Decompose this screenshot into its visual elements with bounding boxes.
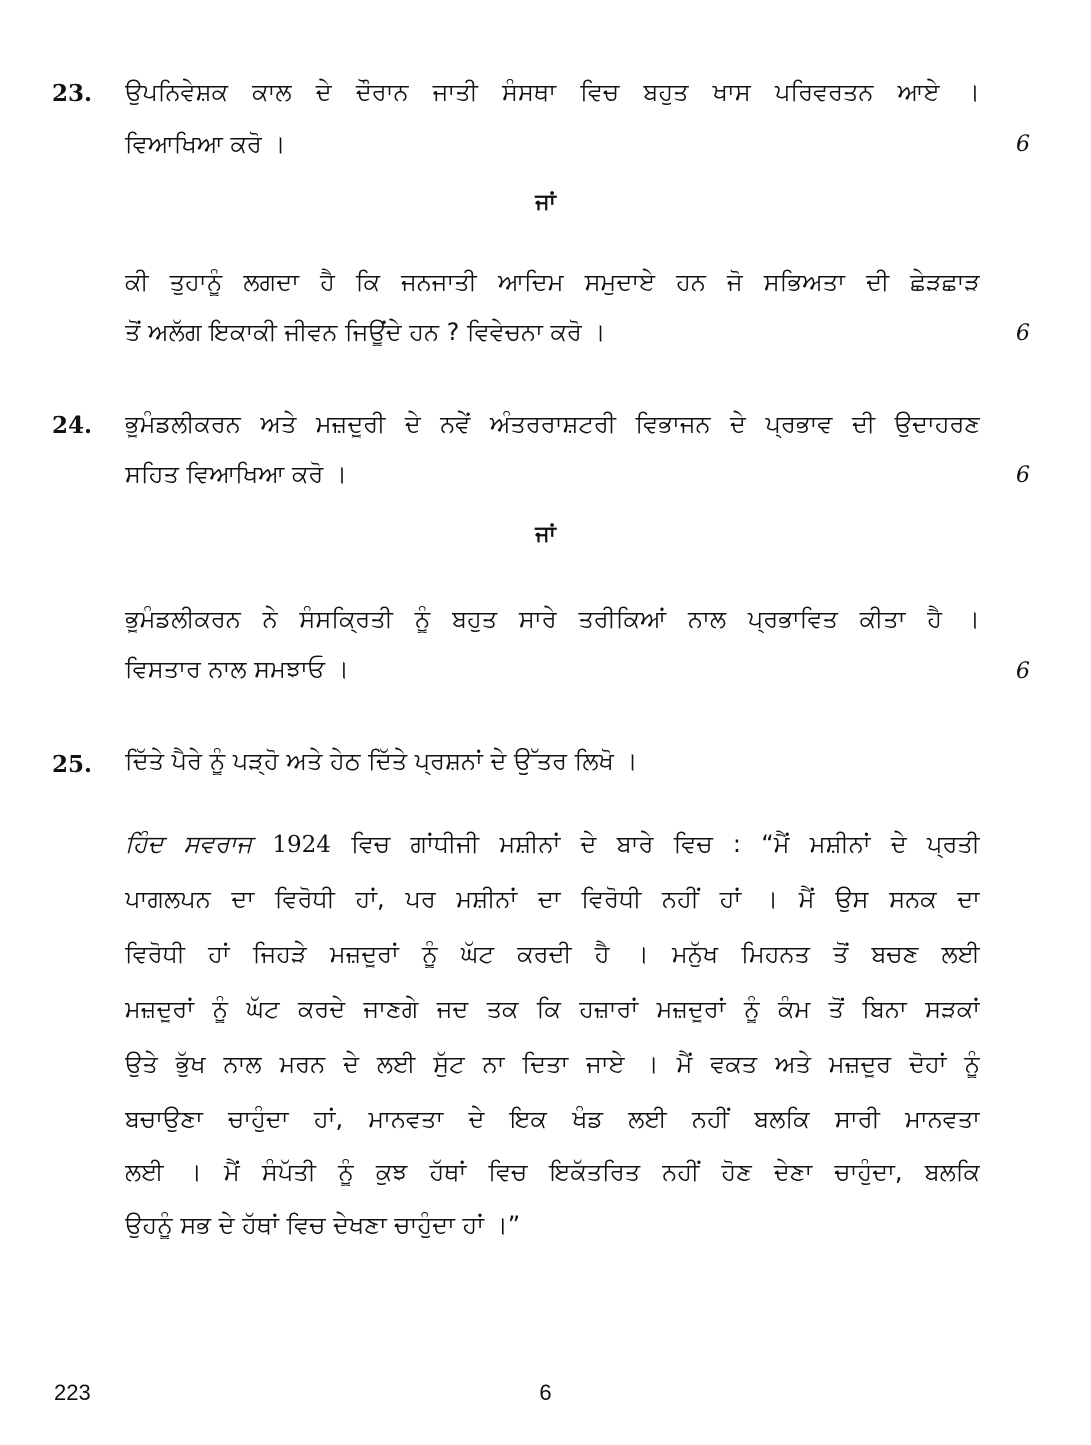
page-number: 6 [539,1380,552,1405]
question-23-alt-marks: 6 [1016,321,1030,346]
question-number-23: 23. [52,80,93,107]
question-23-alt-line-1: ਕੀ ਤੁਹਾਨੂੰ ਲਗਦਾ ਹੈ ਕਿ ਜਨਜਾਤੀ ਆਦਿਮ ਸਮੁਦਾਏ ਹਨ ਜੋ ਸਭਿਅਤਾ ਦੀ ਛੇੜਛਾੜ [125,268,980,296]
passage-line-1-text: ਵਿਚ ਗਾਂਧੀਜੀ ਮਸ਼ੀਨਾਂ ਦੇ ਬਾਰੇ ਵਿਚ : “ਮੈਂ ਮਸ਼ੀਨਾਂ ਦੇ ਪ੍ਰਤੀ [351,830,980,858]
question-23-alt-line-2: ਤੋਂ ਅਲੱਗ ਇਕਾਕੀ ਜੀਵਨ ਜਿਊਂਦੇ ਹਨ ? ਵਿਵੇਚਨਾ ਕਰੋ । [125,318,606,346]
question-24-line-1: ਭੂਮੰਡਲੀਕਰਨ ਅਤੇ ਮਜ਼ਦੂਰੀ ਦੇ ਨਵੇਂ ਅੰਤਰਰਾਸ਼ਟਰੀ ਵਿਭਾਜਨ ਦੇ ਪ੍ਰਭਾਵ ਦੀ ਉਦਾਹਰਣ [125,410,980,438]
question-23-marks: 6 [1016,132,1030,157]
passage-line-4: ਮਜ਼ਦੂਰਾਂ ਨੂੰ ਘੱਟ ਕਰਦੇ ਜਾਣਗੇ ਜਦ ਤਕ ਕਿ ਹਜ਼ਾਰਾਂ ਮਜ਼ਦੂਰਾਂ ਨੂੰ ਕੰਮ ਤੋਂ ਬਿਨਾ ਸੜਕਾਂ [125,995,980,1023]
paper-code: 223 [54,1380,91,1405]
question-number-24: 24. [52,412,93,439]
question-23-line-2: ਵਿਆਖਿਆ ਕਰੋ । [125,130,286,158]
passage-line-2: ਪਾਗਲਪਨ ਦਾ ਵਿਰੋਧੀ ਹਾਂ, ਪਰ ਮਸ਼ੀਨਾਂ ਦਾ ਵਿਰੋਧੀ ਨਹੀਂ ਹਾਂ । ਮੈਂ ਉਸ ਸਨਕ ਦਾ [125,885,980,913]
or-separator-23: ਜਾਂ [535,190,556,215]
passage-title: ਹਿੰਦ ਸਵਰਾਜ [125,830,253,858]
passage-line-8: ਉਹਨੂੰ ਸਭ ਦੇ ਹੱਥਾਂ ਵਿਚ ਦੇਖਣਾ ਚਾਹੁੰਦਾ ਹਾਂ ।” [125,1211,521,1239]
question-24-line-2: ਸਹਿਤ ਵਿਆਖਿਆ ਕਰੋ । [125,460,348,488]
question-24-marks: 6 [1016,463,1030,488]
question-number-25: 25. [52,751,93,778]
question-24-alt-line-1: ਭੂਮੰਡਲੀਕਰਨ ਨੇ ਸੰਸਕ੍ਰਿਤੀ ਨੂੰ ਬਹੁਤ ਸਾਰੇ ਤਰੀਕਿਆਂ ਨਾਲ ਪ੍ਰਭਾਵਿਤ ਕੀਤਾ ਹੈ । [125,605,980,633]
question-23-line-1: ਉਪਨਿਵੇਸ਼ਕ ਕਾਲ ਦੇ ਦੌਰਾਨ ਜਾਤੀ ਸੰਸਥਾ ਵਿਚ ਬਹੁਤ ਖਾਸ ਪਰਿਵਰਤਨ ਆਏ । [125,78,980,106]
passage-line-6: ਬਚਾਉਣਾ ਚਾਹੁੰਦਾ ਹਾਂ, ਮਾਨਵਤਾ ਦੇ ਇਕ ਖੰਡ ਲਈ ਨਹੀਂ ਬਲਕਿ ਸਾਰੀ ਮਾਨਵਤਾ [125,1105,980,1133]
question-24-alt-marks: 6 [1016,659,1030,684]
question-24-alt-line-2: ਵਿਸਤਾਰ ਨਾਲ ਸਮਝਾਓ । [125,655,349,683]
passage-year: 1924 [272,832,331,858]
passage-line-1 [125,830,980,858]
passage-line-5: ਉਤੇ ਭੁੱਖ ਨਾਲ ਮਰਨ ਦੇ ਲਈ ਸੁੱਟ ਨਾ ਦਿਤਾ ਜਾਏ । ਮੈਂ ਵਕਤ ਅਤੇ ਮਜ਼ਦੂਰ ਦੋਹਾਂ ਨੂੰ [125,1050,980,1078]
passage-line-7: ਲਈ । ਮੈਂ ਸੰਪੱਤੀ ਨੂੰ ਕੁਝ ਹੱਥਾਂ ਵਿਚ ਇਕੱਤਰਿਤ ਨਹੀਂ ਹੋਣ ਦੇਣਾ ਚਾਹੁੰਦਾ, ਬਲਕਿ [125,1158,980,1186]
or-separator-24: ਜਾਂ [535,522,556,547]
passage-line-3: ਵਿਰੋਧੀ ਹਾਂ ਜਿਹੜੇ ਮਜ਼ਦੂਰਾਂ ਨੂੰ ਘੱਟ ਕਰਦੀ ਹੈ । ਮਨੁੱਖ ਮਿਹਨਤ ਤੋਂ ਬਚਣ ਲਈ [125,940,980,968]
question-25-instruction: ਦਿੱਤੇ ਪੈਰੇ ਨੂੰ ਪੜ੍ਹੋ ਅਤੇ ਹੇਠ ਦਿੱਤੇ ਪ੍ਰਸ਼ਨਾਂ ਦੇ ਉੱਤਰ ਲਿਖੋ । [125,747,638,775]
